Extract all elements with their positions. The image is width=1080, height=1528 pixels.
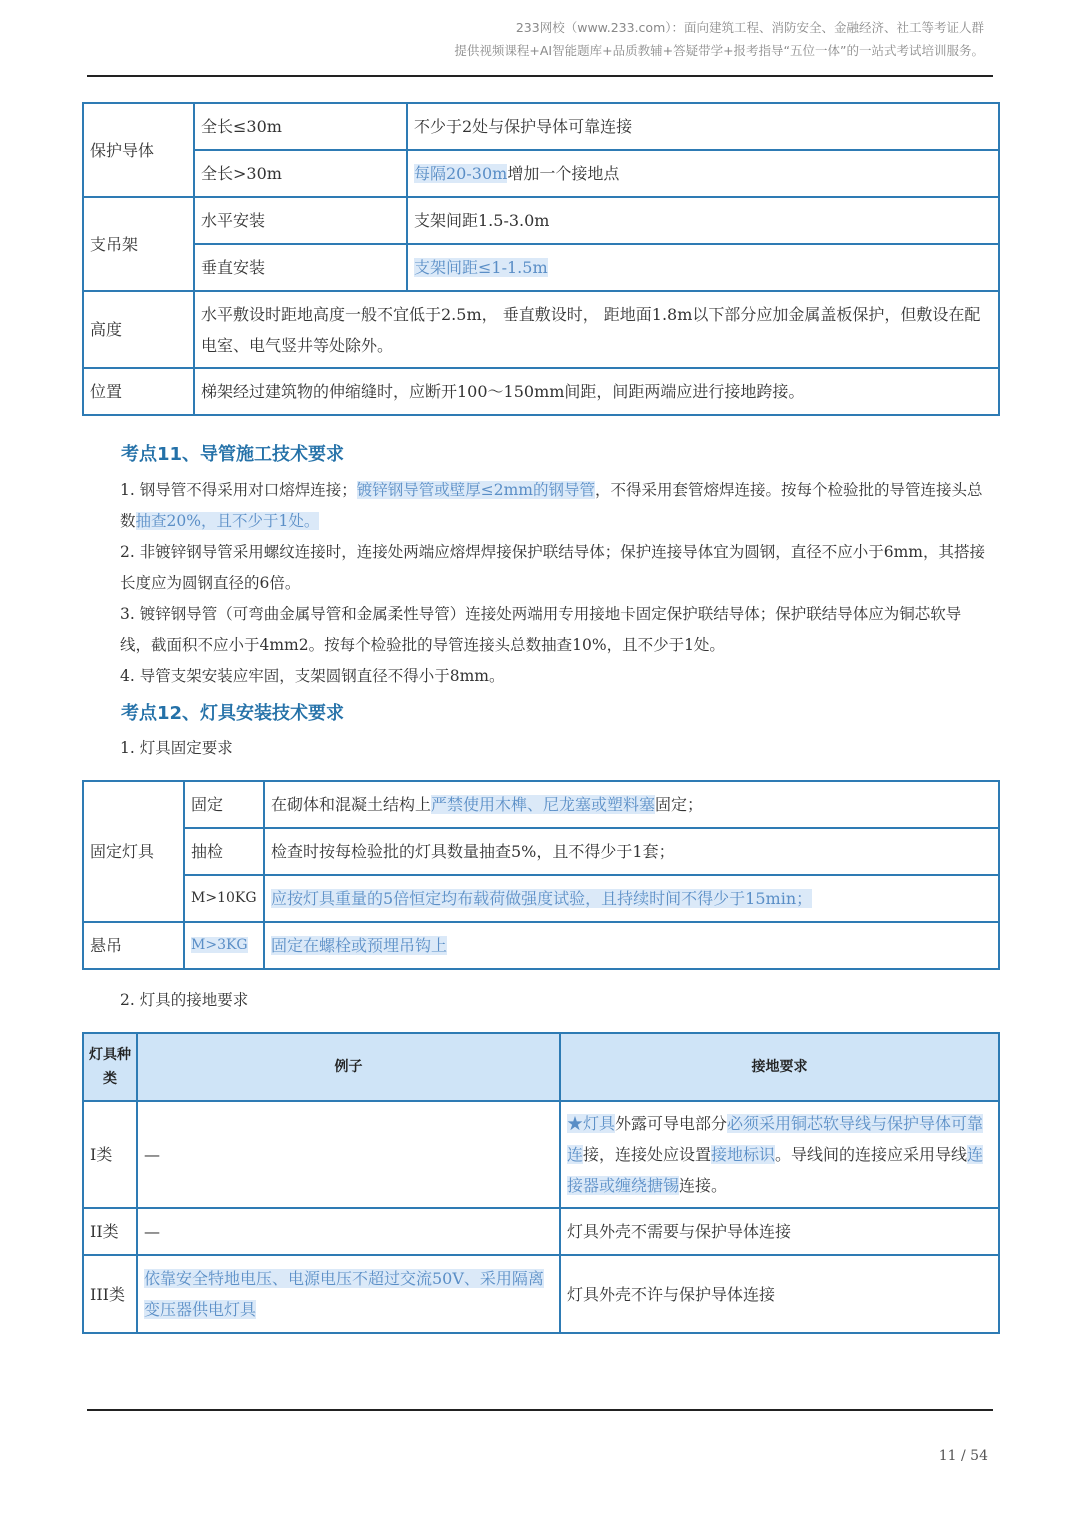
- table-row: [83, 875, 999, 922]
- cell-example: —: [137, 1208, 560, 1255]
- text: 接，连接处应设置: [583, 1145, 712, 1164]
- table-fixture-fixing: [82, 780, 1000, 970]
- cell-type: II类: [83, 1208, 137, 1255]
- table-row: [83, 781, 999, 828]
- subheading-text: 1. 灯具固定要求: [120, 739, 233, 757]
- highlight: 镀锌钢导管或壁厚≤2mm的钢导管: [356, 481, 595, 499]
- table-row: [83, 922, 999, 969]
- table-row: [83, 1101, 999, 1208]
- table-row: [83, 197, 999, 244]
- cell-type: III类: [83, 1255, 137, 1333]
- cell-category: 高度: [83, 291, 194, 368]
- table-fixture-grounding: [82, 1032, 1000, 1334]
- header-line-1: 233网校（www.233.com）：面向建筑工程、消防安全、金融经济、社工等考证人群: [515, 20, 984, 35]
- header-example: 例子: [137, 1033, 560, 1101]
- cell-example: —: [137, 1101, 560, 1208]
- text: 在砌体和混凝土结构上: [271, 795, 432, 814]
- cell-sub: 全长>30m: [194, 150, 407, 197]
- table-row: [83, 103, 999, 150]
- header-fixture-type: 灯具种类: [83, 1033, 137, 1101]
- section-title-12: 考点12、灯具安装技术要求: [121, 703, 345, 724]
- cell-desc: 梯架经过建筑物的伸缩缝时，应断开100～150mm间距，间距两端应进行接地跨接。: [194, 368, 999, 415]
- cell-desc: 支架间距1.5-3.0m: [407, 197, 999, 244]
- highlight: 固定在螺栓或预埋吊钩上: [271, 936, 448, 955]
- text: ，不得采用套管熔焊连接。按每个检验批的导管连接头总数: [120, 481, 983, 530]
- highlight: 应按灯具重量的5倍恒定均布载荷做强度试验，且持续时间不得少于15min；: [271, 889, 813, 908]
- cell-req: 灯具外壳不许与保护导体连接: [560, 1255, 999, 1333]
- paragraph-1: [82, 475, 992, 537]
- highlight: 连接器或缠绕搪锡: [567, 1145, 984, 1195]
- subheading-2: [82, 985, 992, 1016]
- cell-sub: 固定: [184, 781, 264, 828]
- table-cable-tray: [82, 102, 1000, 416]
- section11-body: [82, 475, 992, 692]
- cell-category: 支吊架: [83, 197, 194, 291]
- header-grounding: 接地要求: [560, 1033, 999, 1101]
- table-header-row: [83, 1033, 999, 1101]
- table-row: [83, 244, 999, 291]
- cell-desc: [264, 781, 999, 828]
- cell-category: 固定灯具: [83, 781, 184, 922]
- highlight: 依靠安全特地电压、电源电压不超过交流50V、采用隔离变压器供电灯具: [144, 1269, 544, 1319]
- header-rule: [87, 75, 993, 77]
- page-number: 11 / 54: [938, 1448, 988, 1464]
- cell-category: 悬吊: [83, 922, 184, 969]
- cell-type: I类: [83, 1101, 137, 1208]
- cell-desc: 不少于2处与保护导体可靠连接: [407, 103, 999, 150]
- subheading-1: [82, 733, 992, 764]
- cell-example: [137, 1255, 560, 1333]
- star-highlight: ★灯具: [567, 1114, 616, 1133]
- text: 增加一个接地点: [507, 164, 620, 183]
- text: 固定；: [655, 795, 704, 814]
- highlight: M>3KG: [191, 937, 248, 953]
- section-title-11: 考点11、导管施工技术要求: [121, 444, 345, 465]
- cell-sub: 全长≤30m: [194, 103, 407, 150]
- table-row: [83, 150, 999, 197]
- text: 外露可导电部分: [615, 1114, 728, 1133]
- page-header: [454, 16, 984, 62]
- text: 。导线间的连接应采用导线: [775, 1145, 968, 1164]
- cell-category: 保护导体: [83, 103, 194, 197]
- cell-desc: [264, 875, 999, 922]
- paragraph-3: 3. 镀锌钢导管（可弯曲金属导管和金属柔性导管）连接处两端用专用接地卡固定保护联结导体；保护联结导体应为铜芯软导线，截面积不应小于4mm2。按每个检验批的导管连接头总数抽查10%，且不少于1处。: [120, 605, 962, 654]
- cell-sub: 水平安装: [194, 197, 407, 244]
- subheading-text: 2. 灯具的接地要求: [120, 991, 249, 1009]
- table-row: [83, 368, 999, 415]
- table-row: [83, 291, 999, 368]
- cell-desc: 水平敷设时距地高度一般不宜低于2.5m， 垂直敷设时， 距地面1.8m以下部分应加金属盖板保护，但敷设在配电室、电气竖井等处除外。: [194, 291, 999, 368]
- footer-rule: [87, 1409, 993, 1411]
- highlight: 接地标识: [711, 1145, 776, 1164]
- highlight: 每隔20-30m: [414, 164, 508, 183]
- highlight: 支架间距≤1-1.5m: [414, 258, 548, 277]
- paragraph-2: 2. 非镀锌钢导管采用螺纹连接时，连接处两端应熔焊焊接保护联结导体；保护连接导体宜为圆钢，直径不应小于6mm，其搭接长度应为圆钢直径的6倍。: [120, 543, 985, 592]
- paragraph-4: 4. 导管支架安装应牢固，支架圆钢直径不得小于8mm。: [120, 667, 505, 685]
- cell-sub: 抽检: [184, 828, 264, 875]
- table-row: [83, 1208, 999, 1255]
- cell-sub: [184, 922, 264, 969]
- text: 1. 钢导管不得采用对口熔焊连接；: [120, 481, 357, 499]
- cell-desc: [407, 150, 999, 197]
- table-row: [83, 828, 999, 875]
- header-line-2: 提供视频课程+AI智能题库+品质教辅+答疑带学+报考指导“五位一体”的一站式考试培训服务。: [454, 43, 984, 58]
- cell-desc: 检查时按每检验批的灯具数量抽查5%，且不得少于1套；: [264, 828, 999, 875]
- cell-category: 位置: [83, 368, 194, 415]
- cell-sub: 垂直安装: [194, 244, 407, 291]
- highlight: 抽查20%，且不少于1处。: [135, 512, 320, 530]
- cell-desc: [407, 244, 999, 291]
- highlight: 必须采用铜芯软导线与保护导体可靠连: [567, 1114, 984, 1164]
- table-row: [83, 1255, 999, 1333]
- cell-req: 灯具外壳不需要与保护导体连接: [560, 1208, 999, 1255]
- text: 连接。: [679, 1176, 728, 1195]
- cell-req: [560, 1101, 999, 1208]
- cell-desc: [264, 922, 999, 969]
- highlight: 严禁使用木榫、尼龙塞或塑料塞: [431, 795, 656, 814]
- cell-sub: M>10KG: [184, 875, 264, 922]
